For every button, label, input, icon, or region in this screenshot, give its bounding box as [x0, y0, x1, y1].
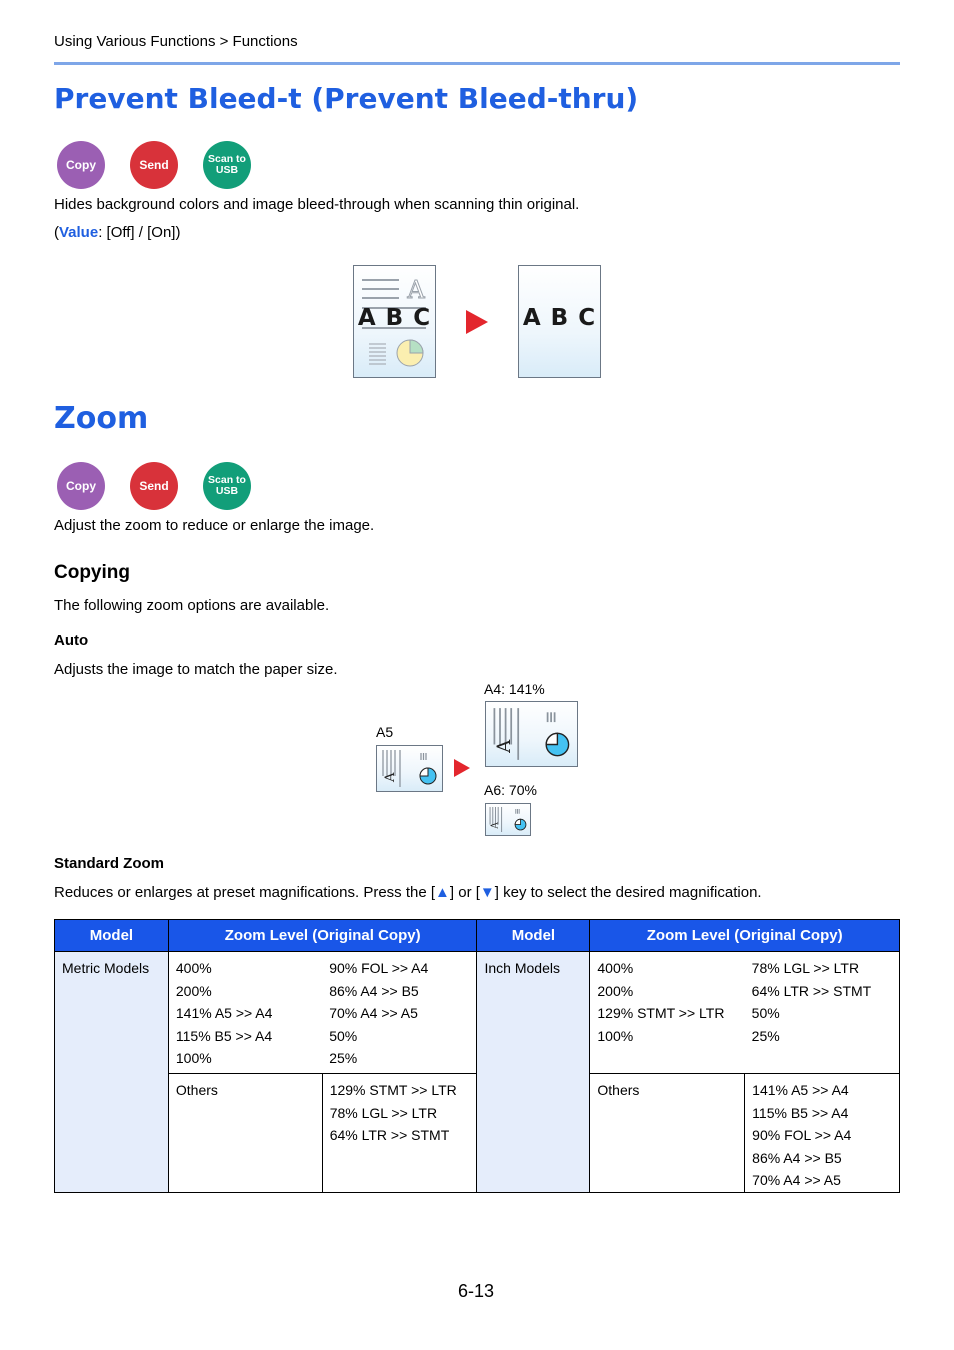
- list-item: 78% LGL >> LTR: [751, 960, 860, 976]
- svg-text:A: A: [383, 772, 398, 782]
- a4-page-graphic: [486, 702, 577, 766]
- a4-page-illustration: [485, 701, 578, 767]
- list-item: 86% A4 >> B5: [329, 982, 419, 999]
- list-item: 50%: [751, 1005, 780, 1021]
- a5-page-illustration: [376, 745, 443, 792]
- list-item: 50%: [329, 1027, 358, 1044]
- copying-text: The following zoom options are available.: [54, 597, 330, 614]
- bleed-value-line: [54, 224, 180, 241]
- inch-zoom-list-2: [745, 952, 900, 1074]
- before-abc-text: A B C: [357, 305, 432, 331]
- table-row: [55, 952, 900, 1074]
- copying-heading: Copying: [54, 562, 130, 583]
- a5-label: A5: [376, 724, 394, 740]
- breadcrumb: Using Various Functions > Functions: [54, 33, 298, 50]
- list-item: 400%: [175, 960, 212, 976]
- list-item: 115% B5 >> A4: [175, 1027, 273, 1044]
- value-options: : [Off] / [On]): [98, 224, 181, 241]
- standard-text-part-2: ] or [: [449, 884, 480, 901]
- list-item: 100%: [175, 1050, 212, 1066]
- list-item: 25%: [751, 1027, 780, 1044]
- a6-label: A6: 70%: [484, 782, 537, 798]
- inch-zoom-list-1: [590, 952, 745, 1074]
- inch-others-label: Others: [590, 1074, 745, 1193]
- metric-zoom-list-2: [322, 952, 477, 1074]
- arrow-right-icon: [465, 309, 489, 335]
- auto-heading: Auto: [54, 632, 89, 649]
- down-arrow-key-icon: ▼: [479, 884, 495, 901]
- list-item: 100%: [597, 1027, 634, 1044]
- standard-zoom-text: [54, 884, 762, 901]
- a4-label: A4: 141%: [484, 681, 545, 697]
- zoom-title: Zoom: [54, 401, 149, 436]
- list-item: 70% A4 >> A5: [752, 1172, 841, 1188]
- a6-page-graphic: [486, 804, 530, 835]
- metric-others-label: Others: [168, 1074, 322, 1193]
- list-item: 200%: [175, 982, 212, 999]
- a6-page-illustration: [485, 803, 531, 836]
- value-word: Value: [59, 224, 99, 241]
- list-item: 78% LGL >> LTR: [329, 1104, 438, 1121]
- list-item: 129% STMT >> LTR: [597, 1005, 725, 1021]
- metric-models-cell: Metric Models: [55, 952, 169, 1193]
- page-number: 6-13: [458, 1281, 495, 1301]
- list-item: 400%: [597, 960, 634, 976]
- list-item: 64% LTR >> STMT: [329, 1127, 450, 1143]
- header-rule: [54, 62, 900, 65]
- list-item: 86% A4 >> B5: [752, 1149, 842, 1166]
- send-badge: Send: [130, 141, 178, 189]
- standard-zoom-heading: Standard Zoom: [54, 855, 165, 872]
- list-item: 115% B5 >> A4: [752, 1104, 849, 1121]
- list-item: 141% A5 >> A4: [175, 1005, 273, 1021]
- copy-badge: Copy: [57, 462, 105, 510]
- up-arrow-key-icon: ▲: [435, 884, 450, 901]
- copy-badge: Copy: [57, 141, 105, 189]
- standard-text-part-3: ] key to select the desired magnification.: [494, 884, 762, 901]
- header-zoom-level: Zoom Level (Original Copy): [168, 920, 477, 952]
- svg-text:A: A: [407, 276, 425, 304]
- list-item: 90% FOL >> A4: [329, 960, 429, 976]
- bleed-title: Prevent Bleed-t (Prevent Bleed-thru): [54, 82, 639, 115]
- after-abc-text: A B C: [522, 305, 597, 331]
- list-item: 129% STMT >> LTR: [329, 1082, 457, 1098]
- list-item: 90% FOL >> A4: [752, 1127, 852, 1143]
- inch-others-list: [745, 1074, 900, 1193]
- list-item: 141% A5 >> A4: [752, 1082, 849, 1098]
- scan-to-usb-badge: Scan to USB: [203, 141, 251, 189]
- metric-zoom-list-1: [168, 952, 322, 1074]
- bleed-description: Hides background colors and image bleed-through when scanning thin original.: [54, 196, 580, 213]
- list-item: 64% LTR >> STMT: [751, 982, 872, 999]
- scan-to-usb-badge: Scan to USB: [203, 462, 251, 510]
- list-item: 200%: [597, 982, 634, 999]
- standard-text-part-1: Reduces or enlarges at preset magnifications. Press the [: [54, 884, 436, 901]
- svg-text:A: A: [493, 739, 515, 753]
- inch-models-cell: Inch Models: [477, 952, 590, 1193]
- send-badge: Send: [130, 462, 178, 510]
- table-header-row: [55, 920, 900, 952]
- auto-text: Adjusts the image to match the paper size.: [54, 661, 338, 678]
- value-open: (: [54, 224, 59, 241]
- list-item: 70% A4 >> A5: [329, 1005, 418, 1021]
- metric-others-list: [322, 1074, 477, 1193]
- zoom-description: Adjust the zoom to reduce or enlarge the image.: [54, 517, 375, 534]
- header-model: Model: [55, 920, 169, 952]
- header-zoom-level: Zoom Level (Original Copy): [590, 920, 900, 952]
- header-model: Model: [477, 920, 590, 952]
- zoom-level-table: [54, 919, 900, 1193]
- arrow-right-icon: [453, 758, 471, 778]
- a5-page-graphic: [377, 746, 442, 791]
- svg-text:A: A: [490, 822, 501, 829]
- list-item: 25%: [329, 1050, 358, 1066]
